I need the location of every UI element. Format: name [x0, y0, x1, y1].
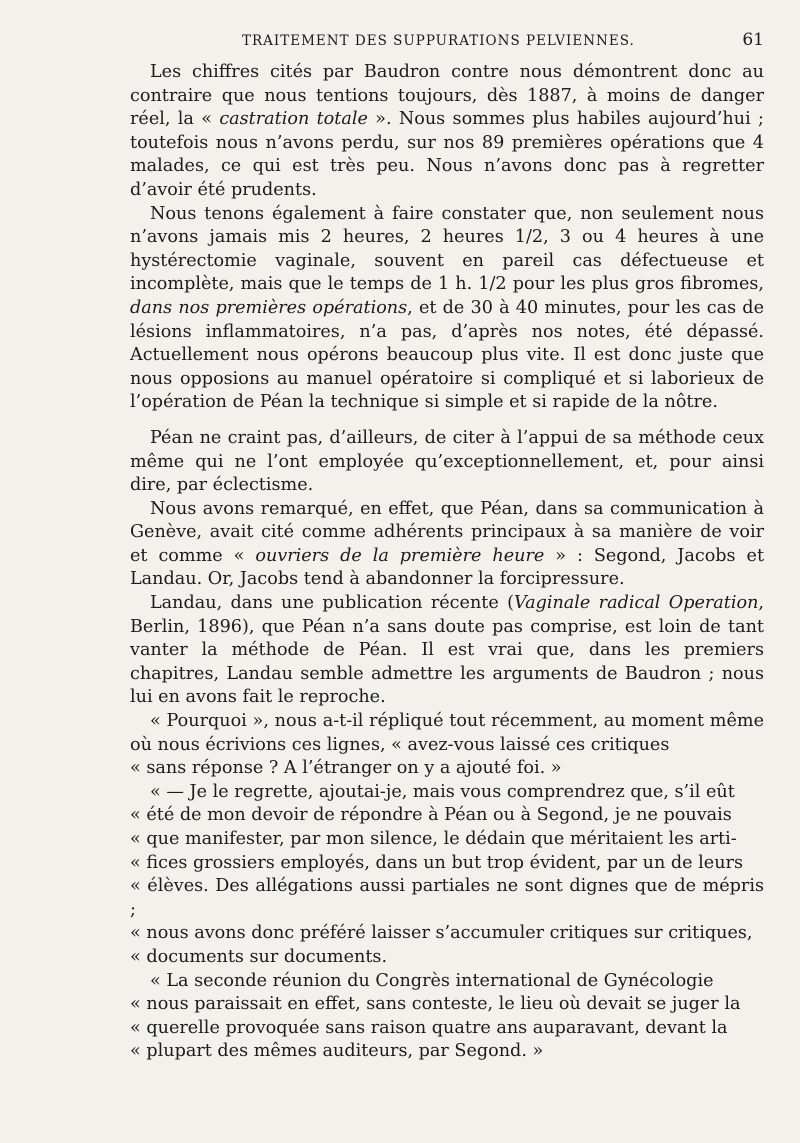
text-run: » : Segond, Jacobs et Landau. Or, Jacobs tend à abandonner la forcipressure. — [130, 545, 765, 590]
quote-line: « que manifester, par mon silence, le dédain que méritaient les arti- — [130, 829, 737, 849]
paragraph-baudron-figures — [130, 61, 764, 203]
text-run: , Berlin, 1896), que Péan n’a sans doute pas comprise, est loin de tant vanter la méthode de Péan. Il est vrai que, dans les premiers chapitres, Landau semble admettre les arguments de Baudron ; nous lui en avons fait le reproche. — [130, 593, 764, 708]
quote-line: « sans réponse ? A l’étranger on y a ajouté foi. » — [130, 758, 562, 779]
italic-phrase: castration totale — [219, 109, 368, 130]
running-title: TRAITEMENT DES SUPPURATIONS PELVIENNES. — [242, 33, 635, 49]
italic-phrase: Vaginale radical Operation — [513, 593, 759, 614]
paragraph-operation-times — [130, 203, 764, 415]
quote-line: « plupart des mêmes auditeurs, par Segond. » — [130, 1041, 544, 1062]
italic-phrase: ouvriers de la première heure — [255, 545, 545, 566]
paragraph-landau — [130, 592, 764, 710]
italic-phrase: dans nos premières opérations — [130, 297, 408, 318]
text-run: Landau, dans une publication récente ( — [150, 593, 514, 614]
quote-line: « — Je le regrette, ajoutai-je, mais vous comprendrez que, s’il eût — [150, 781, 735, 802]
text-run: Nous tenons également à faire constater que, non seulement nous n’avons jamais mis 2 heures, 2 heures 1/2, 3 ou 4 heures à une hystérectomie vaginale, souvent en pareil cas défectueuse et incomplète, mais que le temps de 1 h. 1/2 pour les plus gros fibromes, — [130, 203, 764, 295]
text-run: , et de 30 à 40 minutes, pour les cas de lésions inflammatoires, n’a pas, d’après nos notes, été dépassé. Actuellement nous opérons beaucoup plus vite. Il est donc juste que nous opposions au manuel opératoire si compliqué et si laborieux de l’opération de Péan la technique si simple et si rapide de la nôtre. — [130, 297, 764, 413]
quote-line: « La seconde réunion du Congrès international de Gynécologie — [150, 970, 714, 991]
quote-line: « élèves. Des allégations aussi partiales ne sont dignes que de mépris ; — [130, 876, 764, 920]
text-run: Les chiffres cités par Baudron contre nous démontrent donc au contraire que nous tentions toujours, dès 1887, à moins de danger réel, la « — [130, 62, 764, 130]
text-run: Nous avons remarqué, en effet, que Péan, dans sa communication à Genève, avait cité comme adhérents principaux à sa manière de voir et comme « — [130, 498, 764, 566]
quote-line: « nous paraissait en effet, sans conteste, le lieu où devait se juger la — [130, 994, 741, 1015]
page-header — [130, 30, 764, 54]
quote-line: « Pourquoi », nous a-t-il répliqué tout récemment, au moment même où nous écrivions ces lignes, « avez-vous laissé ces critiques — [130, 711, 764, 755]
page-number: 61 — [742, 30, 764, 50]
paragraph-geneva-communication — [130, 498, 764, 592]
quote-line: « été de mon devoir de répondre à Péan ou à Segond, je ne pouvais — [130, 805, 732, 826]
paragraph-pean-eclecticism: Péan ne craint pas, d’ailleurs, de citer à l’appui de sa méthode ceux même qui ne l’ont employée qu’exceptionnellement, et, pour ainsi dire, par éclectisme. — [130, 427, 764, 496]
quote-line: « nous avons donc préféré laisser s’accumuler critiques sur critiques, — [130, 923, 753, 944]
quote-line: « documents sur documents. — [130, 946, 388, 967]
body-text — [130, 61, 764, 1064]
quote-line: « fices grossiers employés, dans un but trop évident, par un de leurs — [130, 852, 743, 873]
quote-line: « querelle provoquée sans raison quatre ans auparavant, devant la — [130, 1017, 728, 1038]
text-run: ». Nous sommes plus habiles aujourd’hui ; toutefois nous n’avons perdu, sur nos 89 premières opérations que 4 malades, ce qui est très peu. Nous n’avons donc pas à regretter d’avoir été prudents. — [130, 109, 764, 200]
